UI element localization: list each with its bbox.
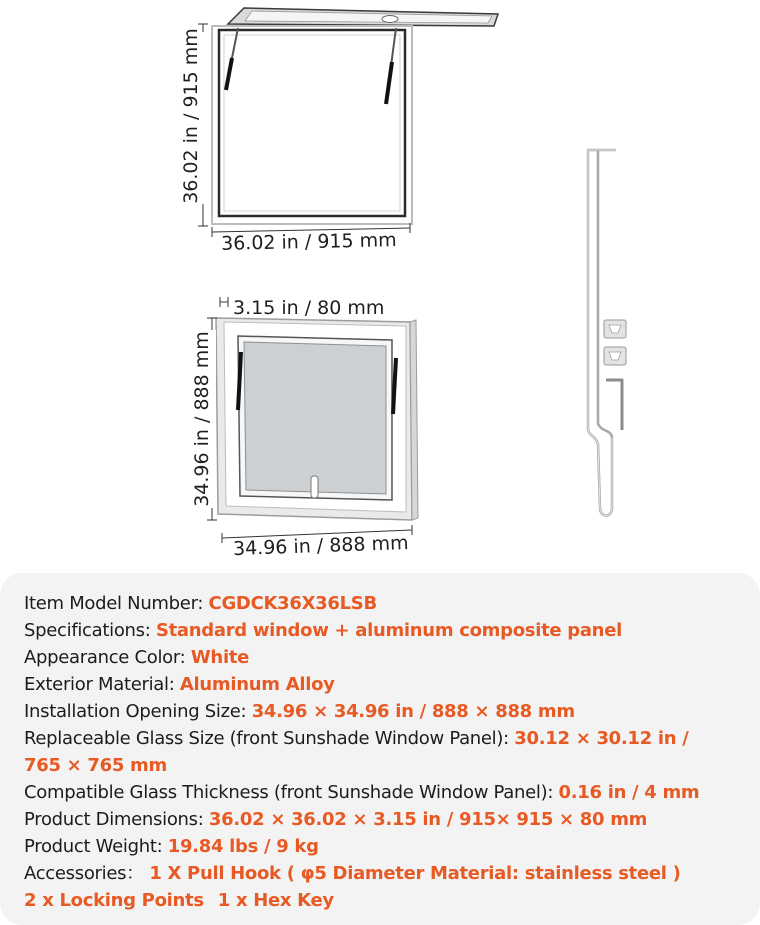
spec-replaceable-glass-size-continued: [24, 752, 736, 779]
spec-installation-opening-size: [24, 698, 736, 725]
spec-exterior-material: [24, 671, 736, 698]
closed-window-width-label: 34.96 in / 888 mm: [232, 531, 409, 561]
locking-point-illustration: [604, 320, 626, 365]
closed-window-height-dimension: [190, 318, 217, 520]
spec-value: 36.02 × 36.02 × 3.15 in / 915× 915 × 80 mm: [208, 809, 648, 830]
spec-product-dimensions: [24, 806, 736, 833]
spec-value: 1 x Hex Key: [217, 890, 334, 911]
specifications-panel: [0, 573, 760, 925]
open-window-illustration: [212, 8, 498, 224]
spec-appearance-color: [24, 644, 736, 671]
spec-glass-thickness: [24, 779, 736, 806]
spec-specifications: [24, 617, 736, 644]
spec-label: Exterior Material:: [24, 674, 180, 695]
spec-label: Item Model Number:: [24, 593, 209, 614]
spec-value: Standard window + aluminum composite panel: [155, 620, 622, 641]
closed-window-width-dimension: [222, 525, 412, 560]
closed-window-depth-label: 3.15 in / 80 mm: [233, 297, 385, 319]
open-window-height-dimension: [180, 24, 208, 226]
closed-window-height-label: 34.96 in / 888 mm: [191, 331, 213, 507]
closed-window-depth-dimension: [220, 297, 384, 319]
open-window-height-label: 36.02 in / 915 mm: [180, 28, 202, 204]
spec-product-weight: [24, 833, 736, 860]
spec-value: 19.84 lbs / 9 kg: [167, 836, 319, 857]
spec-accessories-continued: [24, 887, 736, 914]
spec-accessories: [24, 860, 736, 887]
spec-value: White: [190, 647, 250, 668]
spec-label: Compatible Glass Thickness (front Sunshade Window Panel):: [24, 782, 559, 803]
spec-value: 2 x Locking Points: [24, 890, 204, 911]
spec-label: Installation Opening Size:: [24, 701, 252, 722]
spec-label: Specifications:: [24, 620, 156, 641]
spec-value: 0.16 in / 4 mm: [558, 782, 700, 803]
spec-value: Aluminum Alloy: [179, 674, 335, 695]
spec-label: Product Dimensions:: [24, 809, 209, 830]
spec-label: Accessories：: [24, 863, 144, 884]
spec-label: Replaceable Glass Size (front Sunshade Window Panel):: [24, 728, 515, 749]
spec-label: Product Weight:: [24, 836, 168, 857]
spec-value: 30.12 × 30.12 in /: [514, 728, 689, 749]
spec-replaceable-glass-size: [24, 725, 736, 752]
hex-key-illustration: [606, 380, 622, 430]
open-window-width-label: 36.02 in / 915 mm: [220, 229, 397, 255]
closed-window-illustration: [216, 318, 418, 520]
open-window-width-dimension: [212, 223, 410, 255]
spec-value: 765 × 765 mm: [24, 755, 167, 776]
spec-value: 1 X Pull Hook ( φ5 Diameter Material: stainless steel ): [149, 863, 681, 884]
spec-value: CGDCK36X36LSB: [208, 593, 377, 614]
spec-label: Appearance Color:: [24, 647, 191, 668]
spec-value: 34.96 × 34.96 in / 888 × 888 mm: [251, 701, 575, 722]
spec-model-number: [24, 590, 736, 617]
